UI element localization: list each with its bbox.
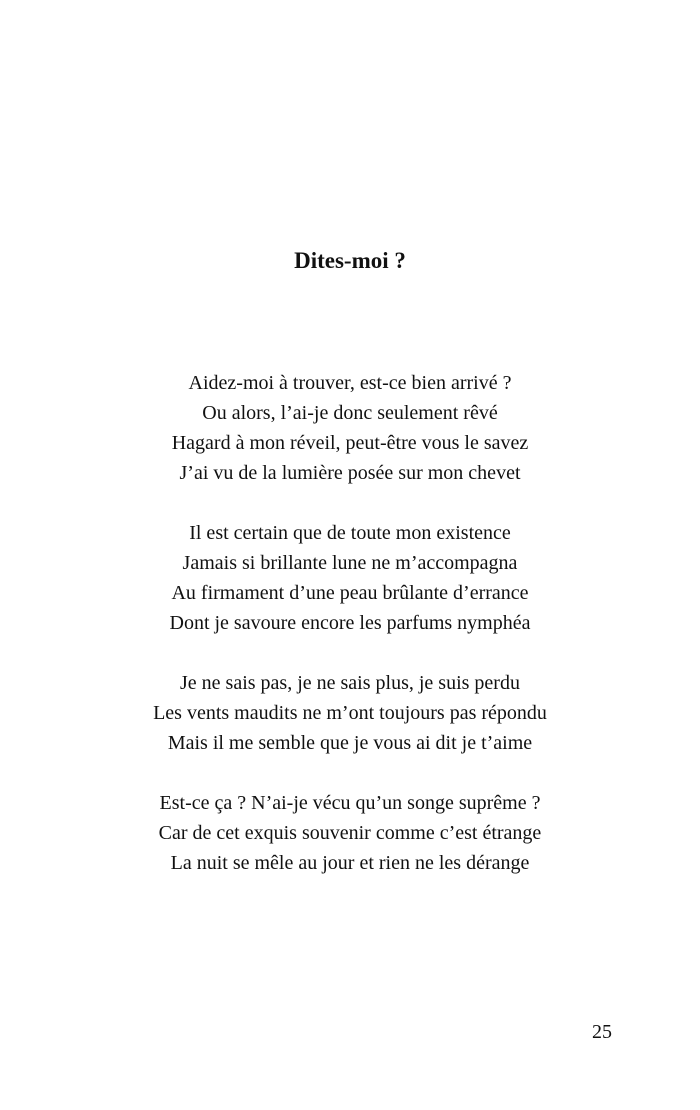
poem-line: Ou alors, l’ai-je donc seulement rêvé [202,402,498,424]
poem-line: Aidez-moi à trouver, est-ce bien arrivé ? [188,372,512,394]
poem-line: La nuit se mêle au jour et rien ne les dérange [170,852,530,874]
poem-line: Est-ce ça ? N’ai-je vécu qu’un songe suprême ? [159,792,541,814]
stanza-3 [0,668,700,758]
poem-line: Hagard à mon réveil, peut-être vous le savez [171,432,529,454]
stanza-2 [0,518,700,638]
poem-line: Il est certain que de toute mon existence [189,522,511,544]
stanza-4 [0,788,700,878]
poem-line: Les vents maudits ne m’ont toujours pas répondu [153,702,547,724]
poem-line: Je ne sais pas, je ne sais plus, je suis perdu [180,672,520,694]
page-number: 25 [592,1021,612,1043]
poem-line: Au firmament d’une peau brûlante d’errance [171,582,529,604]
poem-line: J’ai vu de la lumière posée sur mon chevet [179,462,521,484]
stanza-1 [0,368,700,488]
poem-line: Dont je savoure encore les parfums nymphéa [169,612,531,634]
poem-line: Car de cet exquis souvenir comme c’est étrange [158,822,542,844]
poem-title: Dites-moi ? [294,248,406,273]
poem-body [0,368,700,908]
poem-line: Jamais si brillante lune ne m’accompagna [182,552,518,574]
poem-line: Mais il me semble que je vous ai dit je t’aime [167,732,533,754]
